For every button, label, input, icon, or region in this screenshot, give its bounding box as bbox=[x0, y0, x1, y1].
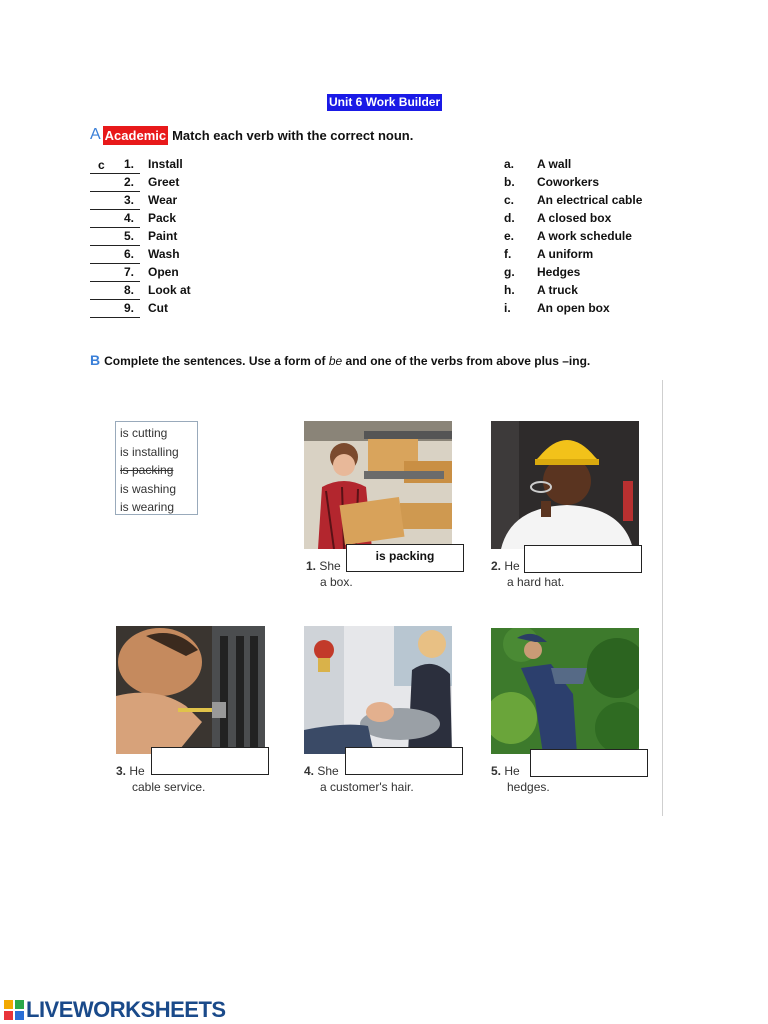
caption-5 bbox=[491, 763, 520, 779]
page-title: Unit 6 Work Builder bbox=[329, 95, 441, 109]
verb-text: Cut bbox=[148, 301, 168, 315]
verb-text: Wear bbox=[148, 193, 178, 207]
caption-4-subject: She bbox=[317, 764, 339, 778]
noun-text: Hedges bbox=[537, 265, 581, 279]
verb-number: 4. bbox=[123, 211, 134, 225]
section-b-letter: B bbox=[90, 352, 101, 368]
verb-number: 7. bbox=[123, 265, 134, 279]
verb-text: Open bbox=[148, 265, 179, 279]
verb-number: 5. bbox=[123, 229, 134, 243]
verb-text: Pack bbox=[148, 211, 177, 225]
verb-number: 1. bbox=[123, 157, 134, 171]
academic-tag: Academic bbox=[104, 127, 167, 143]
caption-4-num: 4. bbox=[304, 764, 315, 778]
section-a-letter: A bbox=[90, 126, 101, 143]
word-bank-item: is wearing bbox=[120, 500, 175, 514]
noun-letter: e. bbox=[504, 229, 515, 243]
photo-woman-packing-box bbox=[304, 421, 452, 549]
answer-box-3[interactable] bbox=[151, 747, 269, 775]
noun-text: An electrical cable bbox=[537, 193, 643, 207]
answer-box-1[interactable]: is packing bbox=[346, 544, 464, 572]
verb-text: Install bbox=[148, 157, 183, 171]
caption-4 bbox=[304, 763, 339, 779]
photo-woman-washing-hair bbox=[304, 626, 452, 754]
noun-text: A uniform bbox=[537, 247, 594, 261]
verb-number: 6. bbox=[123, 247, 134, 261]
caption-1-rest: a box. bbox=[320, 575, 353, 589]
verb-number: 2. bbox=[123, 175, 134, 189]
word-bank bbox=[115, 421, 198, 515]
caption-5-num: 5. bbox=[491, 764, 502, 778]
page-divider bbox=[662, 380, 663, 816]
section-b-instruction-post: and one of the verbs from above plus –ing. bbox=[342, 354, 591, 368]
section-b-instruction-em: be bbox=[328, 354, 343, 368]
noun-text: Coworkers bbox=[537, 175, 600, 189]
noun-text: A closed box bbox=[537, 211, 612, 225]
logo-text: LIVEWORKSHEETS bbox=[26, 997, 226, 1022]
verb-number: 9. bbox=[123, 301, 134, 315]
caption-3 bbox=[116, 763, 145, 779]
section-b-heading bbox=[90, 352, 590, 368]
verb-text: Paint bbox=[148, 229, 178, 243]
verb-text: Wash bbox=[148, 247, 180, 261]
caption-5-rest: hedges. bbox=[507, 780, 550, 794]
section-b-instruction-pre: Complete the sentences. Use a form of bbox=[104, 354, 329, 368]
match-answer-blank[interactable]: c bbox=[90, 157, 140, 174]
word-bank-item: is installing bbox=[120, 444, 179, 459]
verb-text: Look at bbox=[148, 283, 191, 297]
photo-man-cutting-hedges bbox=[491, 628, 639, 754]
section-a-heading bbox=[90, 125, 413, 145]
caption-2-rest: a hard hat. bbox=[507, 575, 565, 589]
verb-number: 3. bbox=[123, 193, 134, 207]
caption-5-subject: He bbox=[504, 764, 520, 778]
noun-letter: d. bbox=[504, 211, 515, 225]
caption-1-num: 1. bbox=[306, 559, 317, 573]
caption-2 bbox=[491, 558, 520, 574]
photo-man-hard-hat bbox=[491, 421, 639, 549]
noun-letter: a. bbox=[504, 157, 515, 171]
caption-4-rest: a customer's hair. bbox=[320, 780, 414, 794]
caption-3-subject: He bbox=[129, 764, 145, 778]
caption-3-rest: cable service. bbox=[132, 780, 206, 794]
caption-1-subject: She bbox=[319, 559, 341, 573]
verb-number: 8. bbox=[123, 283, 134, 297]
noun-text: A work schedule bbox=[537, 229, 632, 243]
noun-letter: c. bbox=[504, 193, 515, 207]
noun-text: An open box bbox=[537, 301, 610, 315]
liveworksheets-logo bbox=[4, 997, 226, 1023]
verb-text: Greet bbox=[148, 175, 180, 189]
noun-letter: g. bbox=[504, 265, 515, 279]
noun-letter: f. bbox=[504, 247, 512, 261]
word-bank-item-used: is packing bbox=[120, 463, 174, 477]
answer-box-5[interactable] bbox=[530, 749, 648, 777]
logo-grid-icon bbox=[4, 1000, 24, 1020]
noun-text: A wall bbox=[537, 157, 572, 171]
caption-3-num: 3. bbox=[116, 764, 127, 778]
noun-letter: i. bbox=[504, 301, 511, 315]
answer-box-4[interactable] bbox=[345, 747, 463, 775]
word-bank-item: is washing bbox=[120, 481, 177, 496]
photo-man-installing-cable bbox=[116, 626, 265, 754]
caption-2-num: 2. bbox=[491, 559, 502, 573]
noun-letter: b. bbox=[504, 175, 515, 189]
section-a-instruction: Match each verb with the correct noun. bbox=[172, 127, 414, 143]
answer-box-2[interactable] bbox=[524, 545, 642, 573]
noun-text: A truck bbox=[537, 283, 578, 297]
caption-1 bbox=[306, 558, 341, 574]
caption-2-subject: He bbox=[504, 559, 520, 573]
word-bank-item: is cutting bbox=[120, 426, 168, 440]
noun-letter: h. bbox=[504, 283, 515, 297]
